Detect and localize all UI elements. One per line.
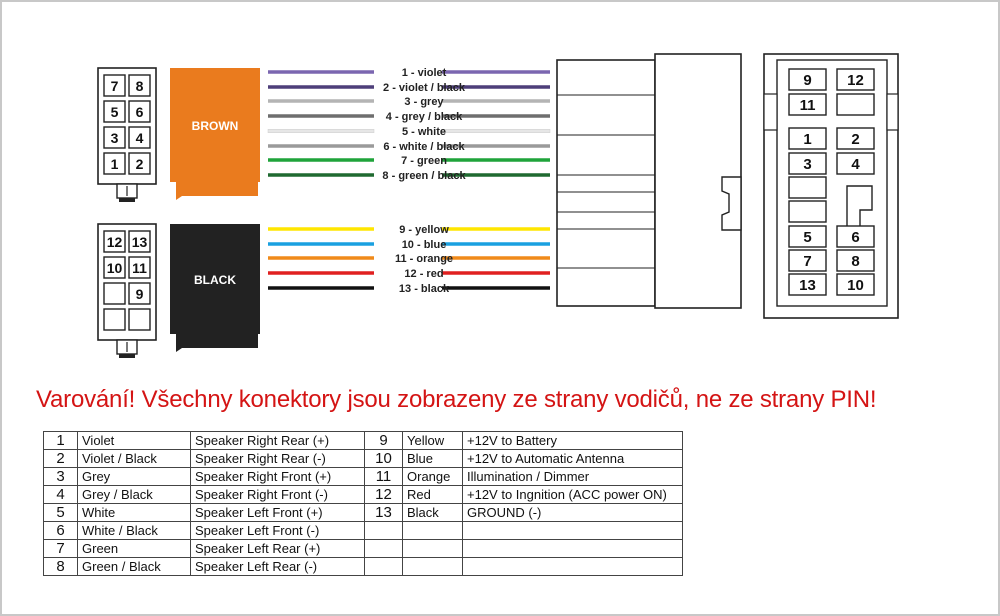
- brown-plug-latch-base: [119, 198, 135, 202]
- wire-segment-left: [268, 271, 374, 275]
- wire-segment-right: [442, 158, 550, 162]
- pin-cell: [104, 309, 125, 330]
- table-row: [44, 504, 683, 522]
- wire-label: 12 - red: [404, 268, 444, 280]
- pin-number: 3: [110, 130, 119, 146]
- wire-segment-right: [442, 99, 550, 103]
- pin-table: [43, 431, 683, 576]
- table-cell: Grey / Black: [78, 486, 191, 504]
- wire-segment-right: [442, 256, 550, 260]
- black-plug: [98, 224, 156, 358]
- table-row: [44, 558, 683, 576]
- pin-number: 2: [135, 156, 144, 172]
- wire-label: 10 - blue: [401, 239, 447, 251]
- pin-number: 8: [135, 78, 144, 94]
- table-cell: [403, 540, 463, 558]
- black-block-label: BLACK: [194, 273, 236, 287]
- wire-segment-left: [268, 173, 374, 177]
- wire-label: 6 - white / black: [383, 141, 465, 153]
- pin-number: 9: [135, 286, 144, 302]
- pin-number: 6: [135, 104, 144, 120]
- wire-7: [268, 155, 550, 167]
- wire-12: [268, 268, 550, 280]
- wire-label: 2 - violet / black: [383, 82, 465, 94]
- wire-segment-left: [268, 286, 374, 290]
- table-cell: [365, 558, 403, 576]
- iso-housing-side: [557, 54, 741, 308]
- table-row: [44, 522, 683, 540]
- table-cell: Green: [78, 540, 191, 558]
- wire-6: [268, 141, 550, 153]
- table-cell: 5: [44, 504, 78, 522]
- table-cell: 9: [365, 432, 403, 450]
- iso-pin-number: 12: [847, 72, 864, 89]
- table-row: [44, 540, 683, 558]
- wire-label: 3 - grey: [404, 96, 444, 108]
- wire-8: [268, 170, 550, 182]
- warning-text: Varování! Všechny konektory jsou zobrazeny ze strany vodičů, ne ze strany PIN!: [36, 386, 877, 413]
- table-cell: Speaker Left Rear (-): [191, 558, 365, 576]
- iso-face: [764, 54, 898, 318]
- wire-segment-right: [442, 129, 550, 133]
- iso-pin-number: 9: [803, 72, 812, 89]
- table-cell: [463, 540, 683, 558]
- table-cell: 12: [365, 486, 403, 504]
- pin-number: 5: [110, 104, 119, 120]
- table-cell: Speaker Right Front (+): [191, 468, 365, 486]
- pin-number: 4: [135, 130, 144, 146]
- wire-label: 1 - violet: [401, 67, 447, 79]
- table-cell: Orange: [403, 468, 463, 486]
- iso-pin-number: 8: [851, 253, 860, 270]
- table-cell: Speaker Right Front (-): [191, 486, 365, 504]
- wire-segment-left: [268, 256, 374, 260]
- table-cell: Speaker Left Front (-): [191, 522, 365, 540]
- iso-pin-number: 3: [803, 156, 812, 173]
- table-cell: 2: [44, 450, 78, 468]
- table-cell: Blue: [403, 450, 463, 468]
- table-cell: Speaker Left Rear (+): [191, 540, 365, 558]
- table-cell: [365, 522, 403, 540]
- table-row: [44, 432, 683, 450]
- table-cell: 13: [365, 504, 403, 522]
- table-cell: 4: [44, 486, 78, 504]
- pin-number: 13: [131, 234, 148, 250]
- iso-pin-number: 5: [803, 229, 812, 246]
- table-cell: [365, 540, 403, 558]
- wire-13: [268, 283, 550, 295]
- wire-segment-right: [442, 286, 550, 290]
- pin-number: 10: [106, 260, 123, 276]
- iso-pin-number: 4: [851, 156, 860, 173]
- table-cell: Grey: [78, 468, 191, 486]
- wire-label: 4 - grey / black: [385, 111, 463, 123]
- wire-11: [268, 253, 550, 265]
- wire-segment-left: [268, 85, 374, 89]
- table-row: [44, 450, 683, 468]
- brown-block-label: BROWN: [191, 119, 239, 133]
- pin-number: 12: [106, 234, 123, 250]
- table-cell: 3: [44, 468, 78, 486]
- wire-1: [268, 67, 550, 79]
- wire-label: 8 - green / black: [382, 170, 466, 182]
- table-cell: GROUND (-): [463, 504, 683, 522]
- iso-pin-cell: [789, 177, 826, 198]
- face-notch-left: [764, 94, 777, 130]
- table-cell: 11: [365, 468, 403, 486]
- pin-number: 7: [110, 78, 119, 94]
- wire-2: [268, 82, 550, 94]
- table-cell: 10: [365, 450, 403, 468]
- table-row: [44, 486, 683, 504]
- table-cell: 7: [44, 540, 78, 558]
- table-cell: Violet / Black: [78, 450, 191, 468]
- iso-pin-number: 7: [803, 253, 812, 270]
- wire-label: 5 - white: [401, 126, 447, 138]
- table-cell: 1: [44, 432, 78, 450]
- table-cell: Speaker Left Front (+): [191, 504, 365, 522]
- wire-label: 9 - yellow: [399, 224, 449, 236]
- wire-label: 11 - orange: [394, 253, 454, 265]
- iso-pin-number: 10: [847, 277, 864, 294]
- wire-segment-right: [442, 271, 550, 275]
- wire-label: 7 - green: [401, 155, 447, 167]
- table-cell: [403, 522, 463, 540]
- iso-pin-number: 1: [803, 131, 812, 148]
- iso-pin-number: 6: [851, 229, 860, 246]
- pin-number: 1: [110, 156, 119, 172]
- table-cell: 8: [44, 558, 78, 576]
- table-cell: +12V to Automatic Antenna: [463, 450, 683, 468]
- table-cell: Red: [403, 486, 463, 504]
- table-cell: Yellow: [403, 432, 463, 450]
- table-cell: Black: [403, 504, 463, 522]
- pin-cell: [129, 309, 150, 330]
- wire-5: [268, 126, 550, 138]
- pin-cell: [104, 283, 125, 304]
- wire-segment-left: [268, 129, 374, 133]
- brown-block-tab: [176, 182, 258, 200]
- brown-plug: [98, 68, 156, 202]
- iso-pin-number: 13: [799, 277, 816, 294]
- table-cell: +12V to Battery: [463, 432, 683, 450]
- table-cell: Speaker Right Rear (-): [191, 450, 365, 468]
- brown-block: [170, 68, 260, 200]
- wire-10: [268, 239, 550, 251]
- iso-pin-number: 11: [799, 97, 816, 114]
- wire-label: 13 - black: [398, 283, 450, 295]
- table-cell: [403, 558, 463, 576]
- pin-number: 11: [132, 260, 147, 276]
- wire-segment-left: [268, 144, 374, 148]
- wire-segment-right: [442, 227, 550, 231]
- face-notch-right: [887, 94, 898, 130]
- iso-pin-number: 2: [851, 131, 860, 148]
- wire-segment-left: [268, 99, 374, 103]
- wire-segment-left: [268, 158, 374, 162]
- table-cell: White: [78, 504, 191, 522]
- table-cell: [463, 522, 683, 540]
- table-cell: Violet: [78, 432, 191, 450]
- black-block-tab: [176, 334, 258, 352]
- table-cell: 6: [44, 522, 78, 540]
- table-cell: Illumination / Dimmer: [463, 468, 683, 486]
- table-cell: +12V to Ingnition (ACC power ON): [463, 486, 683, 504]
- table-cell: Green / Black: [78, 558, 191, 576]
- wire-segment-left: [268, 70, 374, 74]
- table-cell: Speaker Right Rear (+): [191, 432, 365, 450]
- iso-pin-cell: [789, 201, 826, 222]
- wire-segment-left: [268, 227, 374, 231]
- wire-segment-left: [268, 114, 374, 118]
- table-row: [44, 468, 683, 486]
- wire-segment-left: [268, 242, 374, 246]
- black-plug-latch-base: [119, 354, 135, 358]
- table-cell: [463, 558, 683, 576]
- black-block: [170, 224, 260, 352]
- housing-rear: [557, 60, 655, 306]
- table-cell: White / Black: [78, 522, 191, 540]
- wire-9: [268, 224, 550, 236]
- wiring-diagram: [2, 2, 998, 382]
- iso-pin-cell: [837, 94, 874, 115]
- wire-3: [268, 96, 550, 108]
- wire-4: [268, 111, 550, 123]
- wire-segment-right: [442, 242, 550, 246]
- wire-segment-right: [442, 70, 550, 74]
